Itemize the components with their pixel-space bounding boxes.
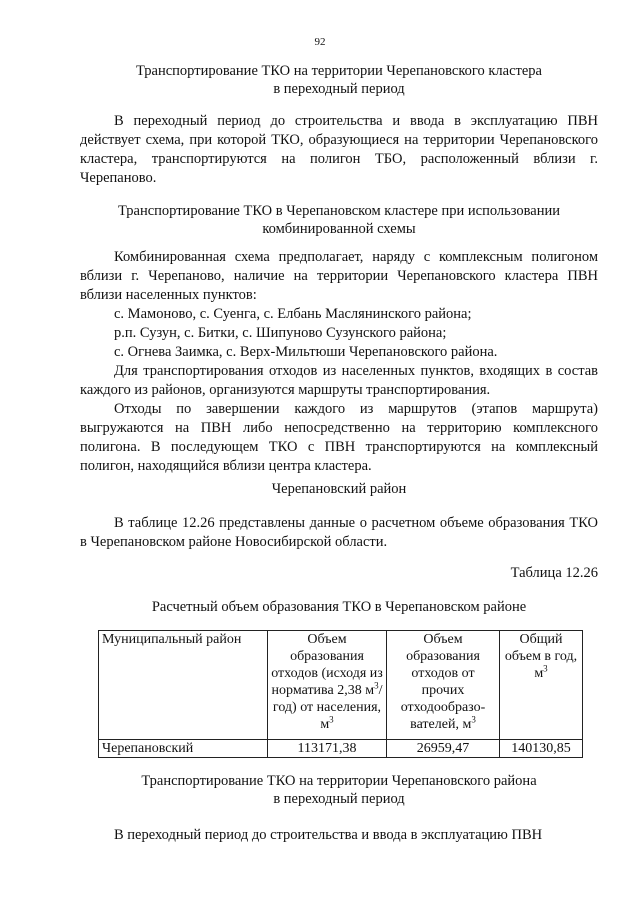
paragraph-text: В переходный период до строительства и ввода в эксплуатацию ПВН: [114, 827, 543, 843]
header-text: Муниципальный район: [102, 632, 242, 647]
header-text: Объем образования отходов (исходя из норматива 2,38 м: [271, 632, 383, 698]
paragraph-text: В переходный период до строительства и ввода в эксплуатацию ПВН действует схема, при которой ТКО, образующиеся на территории Черепановского кластера, транспортируются на полигон ТБО, расположенный вблизи г. Черепаново.: [80, 113, 598, 186]
header-municipal-district: [99, 631, 268, 740]
paragraph-district-transitional: [80, 826, 598, 845]
paragraph-text: Для транспортирования отходов из населенных пунктов, входящих в состав каждого из районов, организуются маршруты транспортирования.: [80, 363, 598, 398]
superscript: 3: [374, 680, 379, 691]
paragraph-text: В таблице 12.26 представлены данные о расчетном объеме образования ТКО в Черепановском районе Новосибирской области.: [80, 515, 598, 550]
cell-population-volume: 113171,38: [268, 740, 387, 758]
page-number: 92: [314, 36, 326, 48]
section-heading-transitional: [80, 62, 598, 98]
paragraph-text: Комбинированная схема предполагает, наряду с комплексным полигоном вблизи г. Черепаново, наличие на территории Черепановского кластера ПВН вблизи населенных пунктов:: [80, 249, 598, 303]
heading-line: Транспортирование ТКО на территории Черепановского района: [141, 773, 537, 789]
table-header-row: [99, 631, 583, 740]
header-total-volume: [500, 631, 583, 740]
paragraph-combined-scheme: [80, 248, 598, 305]
paragraph-table-intro: [80, 514, 598, 552]
list-item: с. Огнева Заимка, с. Верх-Мильтюши Черепановского района.: [114, 344, 498, 360]
heading-line: Транспортирование ТКО на территории Черепановского кластера: [135, 63, 542, 79]
heading-line: Транспортирование ТКО в Черепановском кластере при использовании: [117, 203, 561, 219]
cell-total-volume: 140130,85: [500, 740, 583, 758]
heading-line: комбинированной схемы: [262, 221, 416, 237]
waste-volume-table: [98, 630, 583, 758]
section-heading-combined-scheme: [80, 202, 598, 238]
superscript: 3: [543, 663, 548, 674]
cell-other-volume: 26959,47: [387, 740, 500, 758]
section-heading-district-transitional: [80, 772, 598, 808]
cell-district: Черепановский: [99, 740, 268, 758]
header-population-volume: [268, 631, 387, 740]
paragraph-text: Отходы по завершении каждого из маршрутов (этапов маршрута) выгружаются на ПВН либо непосредственно на территорию комплексного полигона. В последующем ТКО с ПВН транспортируются на комплексный полигон, находящийся вблизи центра кластера.: [80, 401, 598, 474]
list-item: с. Мамоново, с. Суенга, с. Елбань Маслянинского района;: [114, 306, 472, 322]
superscript: 3: [471, 714, 476, 725]
superscript: 3: [329, 714, 334, 725]
paragraph-transitional-scheme: [80, 112, 598, 188]
heading-line: в переходный период: [273, 81, 405, 97]
table-title: Расчетный объем образования ТКО в Черепановском районе: [151, 599, 527, 615]
paragraph-routes: [80, 362, 598, 400]
paragraph-unloading: [80, 400, 598, 476]
header-text: Объем образования отходов от прочих отходообразо-вателей, м: [400, 632, 486, 732]
table-row: [99, 740, 583, 758]
header-text: /год) от населения, м: [272, 683, 383, 732]
heading-line: в переходный период: [273, 791, 405, 807]
section-heading-district: Черепановский район: [271, 481, 407, 497]
header-text: Общий объем в год, м: [504, 632, 578, 681]
header-other-volume: [387, 631, 500, 740]
list-item: р.п. Сузун, с. Битки, с. Шипуново Сузунского района;: [114, 325, 447, 341]
table-label: Таблица 12.26: [510, 565, 598, 581]
